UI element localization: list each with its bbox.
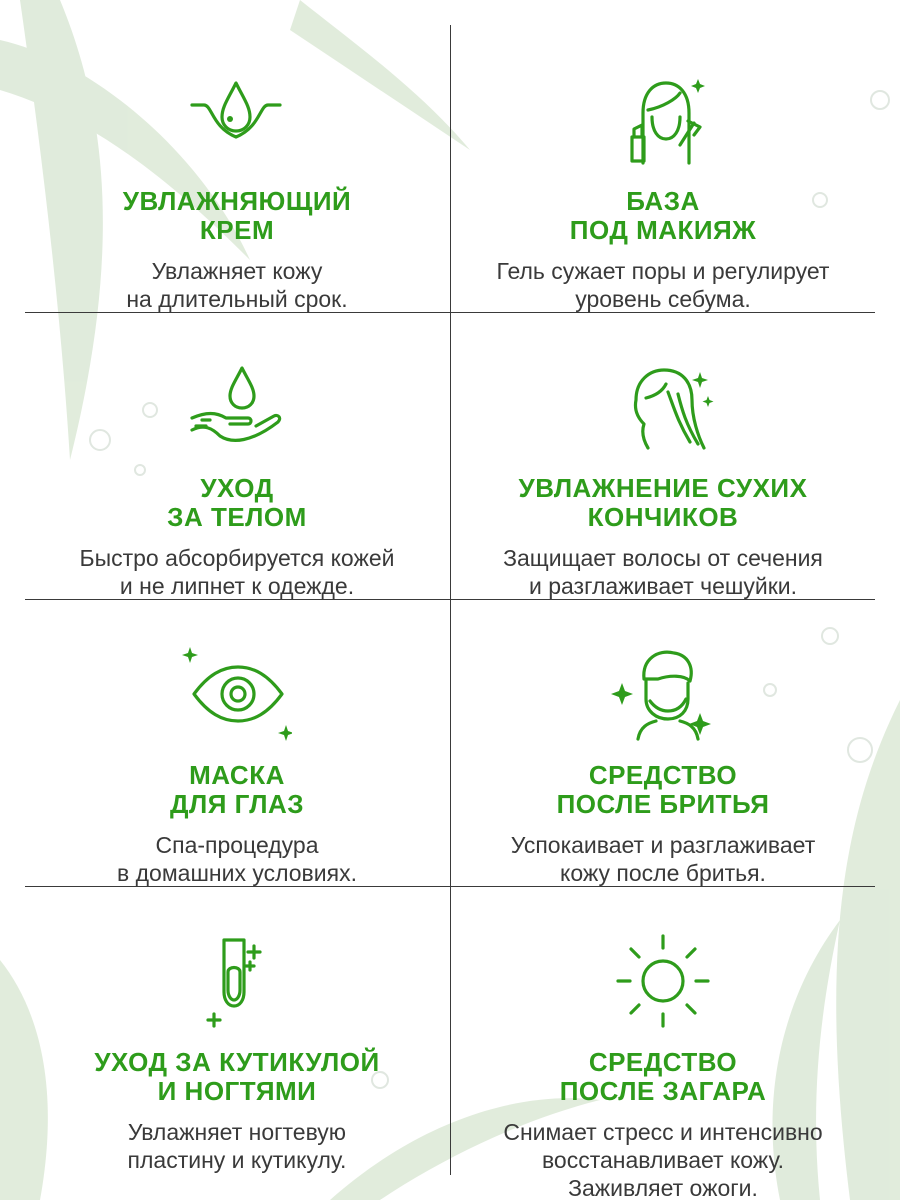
moisture-drop-icon	[182, 65, 292, 175]
feature-moisturizing-cream	[12, 25, 462, 312]
sun-icon	[608, 926, 718, 1036]
feature-title: МАСКА ДЛЯ ГЛАЗ	[169, 760, 305, 819]
feature-description: Спа-процедура в домашних условиях.	[117, 832, 357, 886]
feature-makeup-base	[438, 25, 888, 312]
hand-drop-icon	[182, 352, 292, 462]
feature-description: Успокаивает и разглаживает кожу после бритья.	[510, 832, 816, 886]
feature-description: Гель сужает поры и регулирует уровень себума.	[496, 258, 830, 312]
nail-sparkle-icon	[182, 926, 292, 1036]
feature-title: БАЗА ПОД МАКИЯЖ	[569, 186, 757, 245]
feature-description: Увлажняет кожу на длительный срок.	[126, 258, 348, 312]
feature-title: СРЕДСТВО ПОСЛЕ ЗАГАРА	[559, 1047, 767, 1106]
feature-cuticle-care	[12, 886, 462, 1173]
feature-body-care	[12, 312, 462, 599]
feature-title: УВЛАЖНЯЮЩИЙ КРЕМ	[122, 186, 352, 245]
feature-after-sun	[438, 886, 888, 1201]
feature-description: Защищает волосы от сечения и разглаживает чешуйки.	[503, 545, 823, 599]
feature-aftershave	[438, 599, 888, 886]
woman-makeup-icon	[608, 65, 718, 175]
feature-title: УХОД ЗА ТЕЛОМ	[167, 473, 307, 532]
eye-sparkle-icon	[182, 639, 292, 749]
shaved-man-icon	[608, 639, 718, 749]
hair-sparkle-icon	[608, 352, 718, 462]
feature-title: УВЛАЖНЕНИЕ СУХИХ КОНЧИКОВ	[518, 473, 808, 532]
feature-title: СРЕДСТВО ПОСЛЕ БРИТЬЯ	[556, 760, 770, 819]
feature-eye-mask	[12, 599, 462, 886]
feature-description: Увлажняет ногтевую пластину и кутикулу.	[127, 1119, 347, 1173]
feature-description: Быстро абсорбируется кожей и не липнет к одежде.	[79, 545, 395, 599]
feature-description: Снимает стресс и интенсивно восстанавливает кожу. Заживляет ожоги.	[503, 1119, 823, 1201]
feature-dry-ends	[438, 312, 888, 599]
feature-title: УХОД ЗА КУТИКУЛОЙ И НОГТЯМИ	[94, 1047, 380, 1106]
